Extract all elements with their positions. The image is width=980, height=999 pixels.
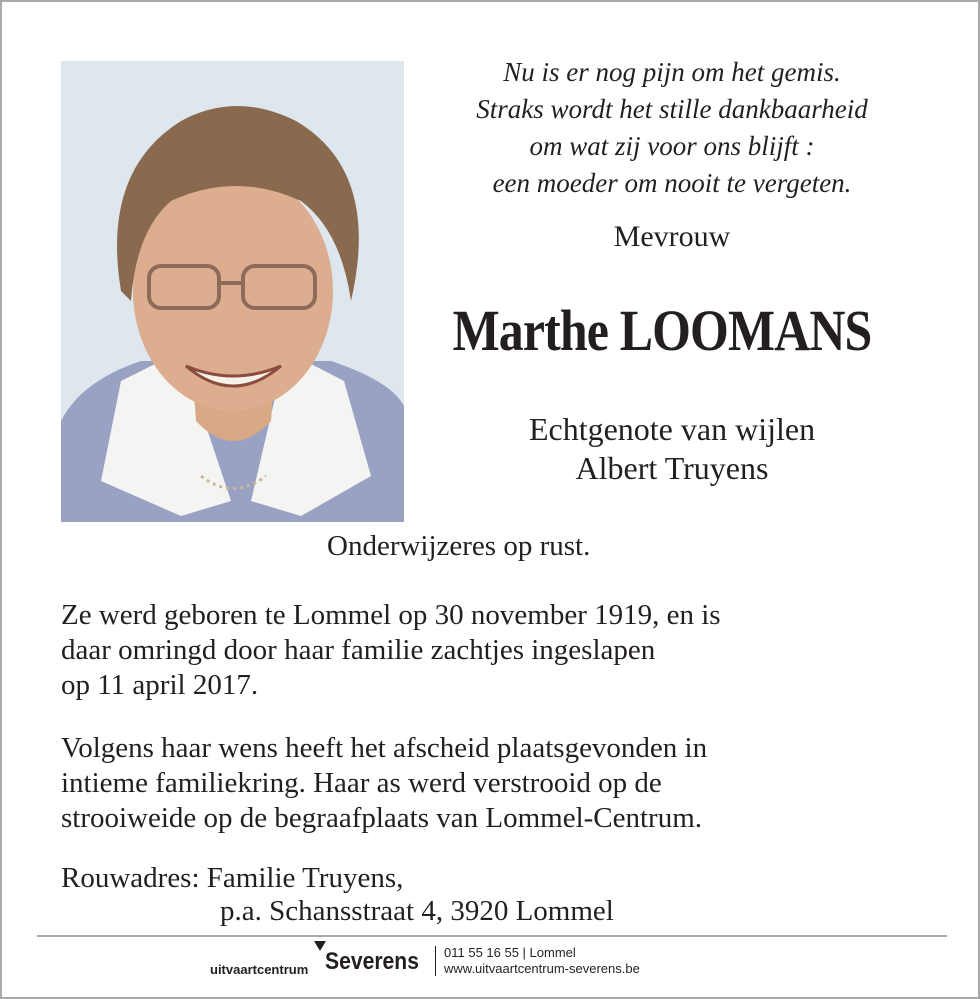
paragraph-line: strooiweide op de begraafplaats van Lommel-Centrum. bbox=[61, 802, 703, 834]
spouse-info bbox=[422, 410, 922, 488]
footer-separator bbox=[435, 946, 436, 976]
funeral-home-prefix: uitvaartcentrum bbox=[210, 962, 309, 977]
poem-line: Nu is er nog pijn om het gemis. bbox=[503, 57, 841, 87]
paragraph-line: intieme familiekring. Haar as werd verstrooid op de bbox=[61, 767, 662, 799]
paragraph-line: op 11 april 2017. bbox=[61, 669, 259, 701]
poem bbox=[422, 54, 922, 202]
funeral-home-phone: 011 55 16 55 | Lommel bbox=[444, 945, 576, 960]
poem-line: om wat zij voor ons blijft : bbox=[529, 131, 815, 161]
paragraph-line: Volgens haar wens heeft het afscheid plaatsgevonden in bbox=[61, 732, 708, 764]
footer-divider bbox=[37, 935, 947, 937]
paragraph-line: Ze werd geboren te Lommel op 30 november 1919, en is bbox=[61, 599, 721, 631]
poem-line: Straks wordt het stille dankbaarheid bbox=[476, 94, 868, 124]
farewell-paragraph bbox=[61, 731, 941, 836]
mourning-address-line1: Rouwadres: Familie Truyens, bbox=[61, 862, 404, 894]
birth-death-paragraph bbox=[61, 598, 941, 703]
mourning-address-line2: p.a. Schansstraat 4, 3920 Lommel bbox=[220, 895, 614, 927]
honorific: Mevrouw bbox=[613, 220, 731, 253]
paragraph-line: daar omringd door haar familie zachtjes ingeslapen bbox=[61, 634, 656, 666]
funeral-home-brand: Severens bbox=[325, 948, 419, 975]
spouse-line: Albert Truyens bbox=[575, 450, 769, 486]
funeral-home-website[interactable]: www.uitvaartcentrum-severens.be bbox=[444, 961, 640, 976]
portrait-photo bbox=[61, 61, 404, 522]
occupation: Onderwijzeres op rust. bbox=[327, 530, 591, 562]
funeral-home-contact bbox=[444, 945, 640, 977]
spouse-line: Echtgenote van wijlen bbox=[528, 411, 816, 447]
portrait-illustration bbox=[61, 61, 404, 522]
poem-line: een moeder om nooit te vergeten. bbox=[492, 168, 852, 198]
deceased-name: Marthe LOOMANS bbox=[452, 298, 872, 363]
